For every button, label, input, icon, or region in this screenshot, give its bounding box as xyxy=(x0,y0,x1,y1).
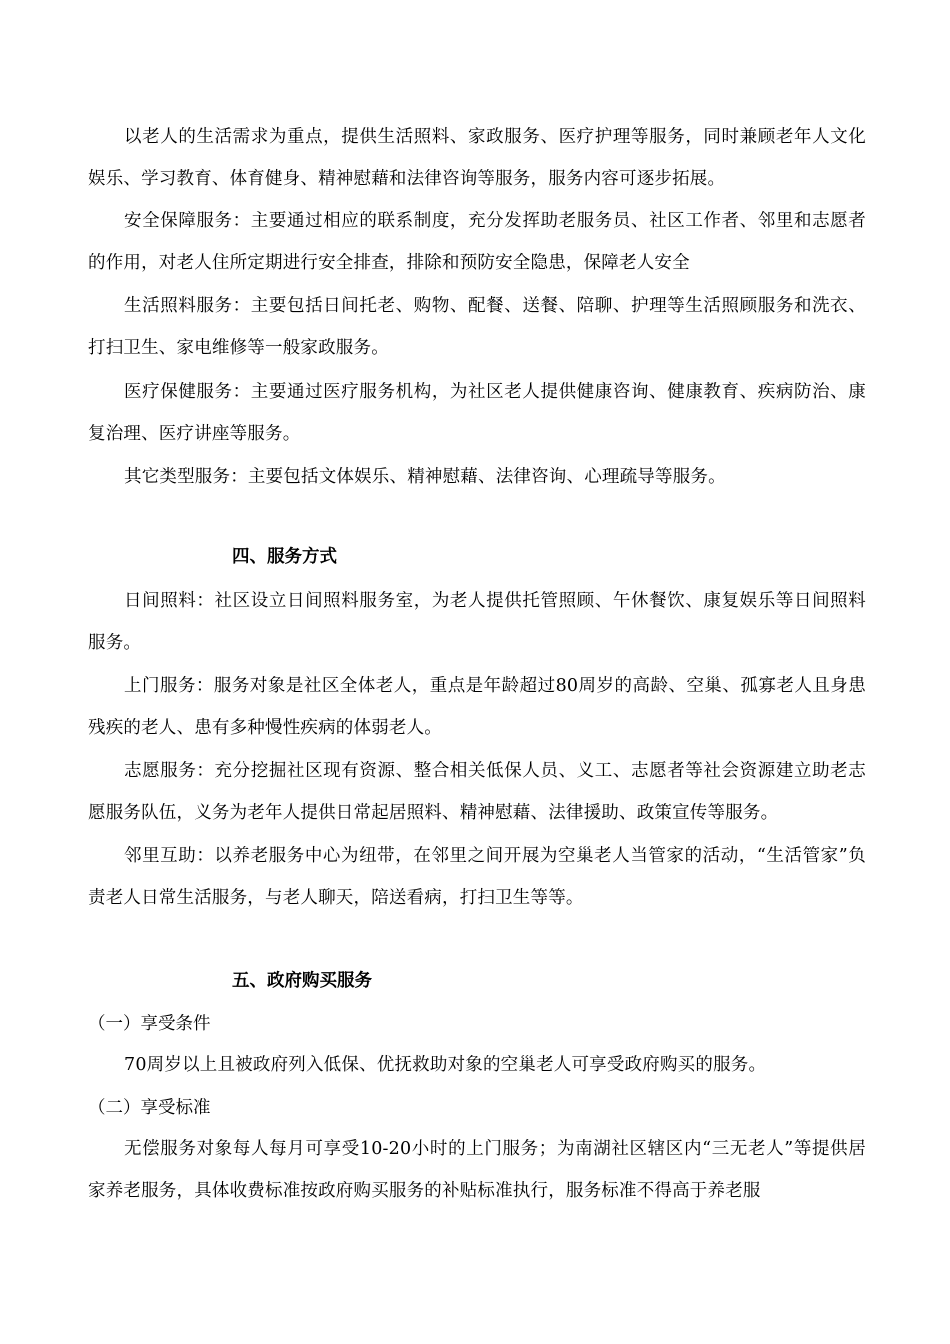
paragraph-other-service: 其它类型服务：主要包括文体娱乐、精神慰藉、法律咨询、心理疏导等服务。 xyxy=(124,467,726,487)
paragraph-day-care: 日间照料：社区设立日间照料服务室，为老人提供托管照顾、午休餐饮、康复娱乐等日间照料服务。 xyxy=(88,591,866,653)
section-heading-government-purchase: 五、政府购买服务 xyxy=(232,971,372,991)
paragraph-service-scope: 以老人的生活需求为重点，提供生活照料、家政服务、医疗护理等服务，同时兼顾老年人文化娱乐、学习教育、体育健身、精神慰藉和法律咨询等服务，服务内容可逐步拓展。 xyxy=(88,127,866,189)
subheading-standard: （二）享受标准 xyxy=(88,1098,211,1118)
paragraph-standard: 无偿服务对象每人每月可享受10-20小时的上门服务；为南湖社区辖区内“三无老人”等提供居家养老服务，具体收费标准按政府购买服务的补贴标准执行，服务标准不得高于养老服 xyxy=(88,1139,866,1201)
subheading-eligibility: （一）享受条件 xyxy=(88,1014,211,1034)
paragraph-medical-service: 医疗保健服务：主要通过医疗服务机构，为社区老人提供健康咨询、健康教育、疾病防治、康复治理、医疗讲座等服务。 xyxy=(88,382,866,444)
section-heading-service-methods: 四、服务方式 xyxy=(232,547,337,567)
paragraph-volunteer: 志愿服务：充分挖掘社区现有资源、整合相关低保人员、义工、志愿者等社会资源建立助老志愿服务队伍，义务为老年人提供日常起居照料、精神慰藉、法律援助、政策宣传等服务。 xyxy=(88,761,866,823)
paragraph-eligibility: 70周岁以上且被政府列入低保、优抚救助对象的空巢老人可享受政府购买的服务。 xyxy=(124,1055,767,1075)
paragraph-daily-care-service: 生活照料服务：主要包括日间托老、购物、配餐、送餐、陪聊、护理等生活照顾服务和洗衣、打扫卫生、家电维修等一般家政服务。 xyxy=(88,296,866,358)
paragraph-safety-service: 安全保障服务：主要通过相应的联系制度，充分发挥助老服务员、社区工作者、邻里和志愿者的作用，对老人住所定期进行安全排查，排除和预防安全隐患，保障老人安全 xyxy=(88,211,866,273)
paragraph-home-visit: 上门服务：服务对象是社区全体老人，重点是年龄超过80周岁的高龄、空巢、孤寡老人且身患残疾的老人、患有多种慢性疾病的体弱老人。 xyxy=(88,676,866,738)
paragraph-neighbor-help: 邻里互助：以养老服务中心为纽带，在邻里之间开展为空巢老人当管家的活动，“生活管家”负责老人日常生活服务，与老人聊天，陪送看病，打扫卫生等等。 xyxy=(88,846,866,908)
